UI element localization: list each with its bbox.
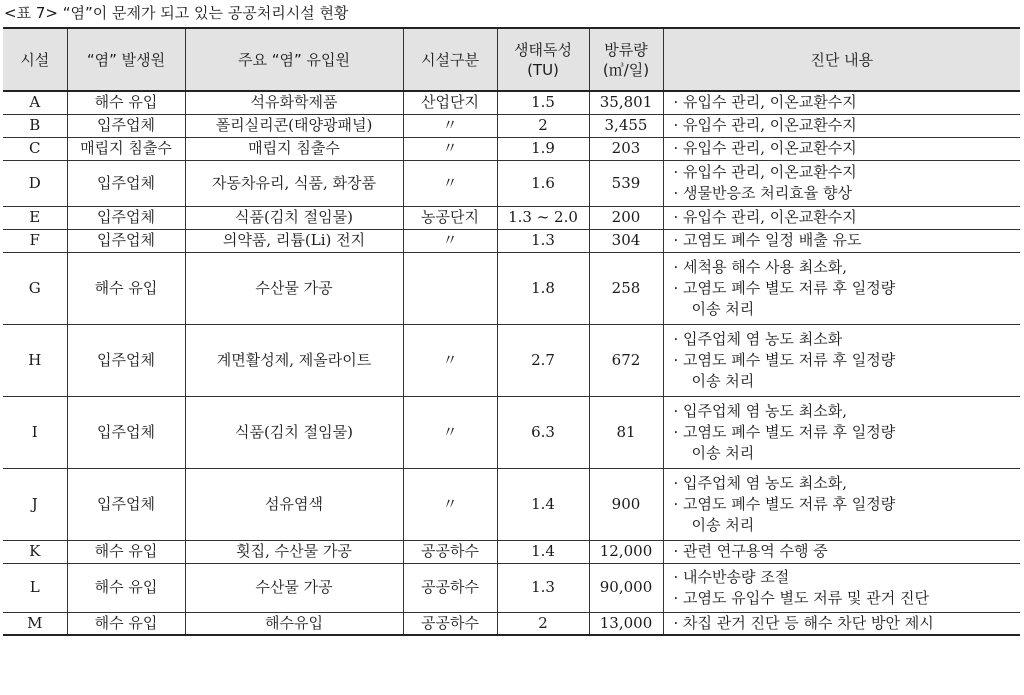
cell-facility: C — [3, 137, 67, 160]
table-row — [3, 91, 1020, 114]
table-row — [3, 252, 1020, 324]
cell-toxicity: 2 — [497, 612, 589, 635]
cell-inflow: 매립지 침출수 — [185, 137, 403, 160]
diagnosis-line: · 차집 관거 진단 등 해수 차단 방안 제시 — [673, 613, 934, 632]
cell-diagnosis — [663, 612, 1020, 635]
table-row — [3, 468, 1020, 540]
cell-facility: G — [3, 252, 67, 324]
cell-category: 산업단지 — [403, 91, 497, 114]
cell-facility: J — [3, 468, 67, 540]
table-row — [3, 612, 1020, 635]
diagnosis-line: · 입주업체 염 농도 최소화 — [673, 329, 843, 348]
cell-toxicity: 1.4 — [497, 540, 589, 563]
cell-inflow: 폴리실리콘(태양광패널) — [185, 114, 403, 137]
cell-inflow: 의약품, 리튬(Li) 전지 — [185, 229, 403, 252]
cell-category: 〃 — [403, 324, 497, 396]
cell-inflow: 수산물 가공 — [185, 252, 403, 324]
cell-source: 입주업체 — [67, 160, 185, 206]
header-discharge — [589, 28, 663, 91]
table-row — [3, 206, 1020, 229]
cell-inflow: 섬유염색 — [185, 468, 403, 540]
cell-discharge: 258 — [589, 252, 663, 324]
diagnosis-line: · 세척용 해수 사용 최소화, — [673, 257, 848, 276]
cell-discharge: 90,000 — [589, 563, 663, 612]
cell-source: 해수 유입 — [67, 252, 185, 324]
cell-facility: M — [3, 612, 67, 635]
diagnosis-line: · 고염도 폐수 별도 저류 후 일정량 — [673, 494, 896, 513]
cell-toxicity: 1.8 — [497, 252, 589, 324]
diagnosis-line: 이송 처리 — [691, 515, 755, 534]
cell-diagnosis — [663, 206, 1020, 229]
cell-diagnosis — [663, 137, 1020, 160]
cell-diagnosis — [663, 229, 1020, 252]
cell-source: 해수 유입 — [67, 540, 185, 563]
diagnosis-line: · 고염도 유입수 별도 저류 및 관거 진단 — [673, 588, 929, 607]
cell-toxicity: 6.3 — [497, 396, 589, 468]
cell-inflow: 해수유입 — [185, 612, 403, 635]
cell-category: 공공하수 — [403, 540, 497, 563]
cell-source: 입주업체 — [67, 114, 185, 137]
cell-facility: K — [3, 540, 67, 563]
header-row — [3, 28, 1020, 91]
cell-source: 입주업체 — [67, 229, 185, 252]
table-row — [3, 540, 1020, 563]
diagnosis-line: · 생물반응조 처리효율 향상 — [673, 184, 852, 202]
cell-diagnosis — [663, 540, 1020, 563]
cell-discharge: 900 — [589, 468, 663, 540]
cell-category: 〃 — [403, 229, 497, 252]
cell-toxicity: 1.6 — [497, 160, 589, 206]
facility-table — [3, 27, 1020, 636]
cell-toxicity: 1.9 — [497, 137, 589, 160]
cell-discharge: 12,000 — [589, 540, 663, 563]
cell-discharge: 203 — [589, 137, 663, 160]
cell-toxicity: 1.3 ~ 2.0 — [497, 206, 589, 229]
table-body — [3, 91, 1020, 635]
cell-category: 〃 — [403, 396, 497, 468]
diagnosis-line: 이송 처리 — [691, 299, 755, 318]
cell-facility: I — [3, 396, 67, 468]
cell-diagnosis — [663, 252, 1020, 324]
cell-toxicity: 1.4 — [497, 468, 589, 540]
cell-inflow: 식품(김치 절임물) — [185, 396, 403, 468]
diagnosis-line: · 유입수 관리, 이온교환수지 — [673, 93, 857, 112]
cell-facility: L — [3, 563, 67, 612]
cell-discharge: 672 — [589, 324, 663, 396]
cell-category: 〃 — [403, 468, 497, 540]
cell-discharge: 35,801 — [589, 91, 663, 114]
cell-diagnosis — [663, 160, 1020, 206]
header-source: “염” 발생원 — [67, 28, 185, 91]
cell-discharge: 304 — [589, 229, 663, 252]
table-row — [3, 324, 1020, 396]
cell-diagnosis — [663, 114, 1020, 137]
cell-facility: B — [3, 114, 67, 137]
diagnosis-line: · 유입수 관리, 이온교환수지 — [673, 163, 857, 181]
cell-source: 입주업체 — [67, 206, 185, 229]
header-diagnosis: 진단 내용 — [663, 28, 1020, 91]
cell-diagnosis — [663, 563, 1020, 612]
cell-category — [403, 252, 497, 324]
cell-discharge: 13,000 — [589, 612, 663, 635]
diagnosis-line: · 고염도 폐수 별도 저류 후 일정량 — [673, 350, 896, 369]
cell-inflow: 수산물 가공 — [185, 563, 403, 612]
cell-inflow: 횟집, 수산물 가공 — [185, 540, 403, 563]
table-caption: <표 7> “염”이 문제가 되고 있는 공공처리시설 현황 — [4, 4, 349, 22]
cell-facility: H — [3, 324, 67, 396]
cell-category: 〃 — [403, 137, 497, 160]
diagnosis-line: 이송 처리 — [691, 371, 755, 390]
diagnosis-line: · 내수반송량 조절 — [673, 567, 790, 586]
table-row — [3, 160, 1020, 206]
cell-category: 공공하수 — [403, 612, 497, 635]
cell-facility: F — [3, 229, 67, 252]
diagnosis-line: · 고염도 폐수 별도 저류 후 일정량 — [673, 422, 896, 441]
header-discharge-line1: 방류량 — [604, 40, 648, 59]
cell-discharge: 200 — [589, 206, 663, 229]
cell-inflow: 식품(김치 절임물) — [185, 206, 403, 229]
cell-category: 〃 — [403, 160, 497, 206]
cell-discharge: 81 — [589, 396, 663, 468]
diagnosis-line: · 관련 연구용역 수행 중 — [673, 542, 828, 560]
cell-category: 농공단지 — [403, 206, 497, 229]
cell-toxicity: 1.5 — [497, 91, 589, 114]
diagnosis-line: 이송 처리 — [691, 443, 755, 462]
cell-facility: A — [3, 91, 67, 114]
diagnosis-line: · 유입수 관리, 이온교환수지 — [673, 208, 857, 226]
table-row — [3, 114, 1020, 137]
cell-diagnosis — [663, 468, 1020, 540]
diagnosis-line: · 입주업체 염 농도 최소화, — [673, 473, 848, 492]
cell-inflow: 석유화학제품 — [185, 91, 403, 114]
header-category: 시설구분 — [403, 28, 497, 91]
cell-source: 해수 유입 — [67, 563, 185, 612]
cell-facility: E — [3, 206, 67, 229]
header-toxicity — [497, 28, 589, 91]
header-facility: 시설 — [3, 28, 67, 91]
cell-source: 매립지 침출수 — [67, 137, 185, 160]
diagnosis-line: · 입주업체 염 농도 최소화, — [673, 401, 848, 420]
cell-toxicity: 2.7 — [497, 324, 589, 396]
cell-diagnosis — [663, 91, 1020, 114]
cell-source: 해수 유입 — [67, 612, 185, 635]
cell-discharge: 539 — [589, 160, 663, 206]
diagnosis-line: · 유입수 관리, 이온교환수지 — [673, 139, 857, 157]
header-inflow: 주요 “염” 유입원 — [185, 28, 403, 91]
diagnosis-line: · 유입수 관리, 이온교환수지 — [673, 116, 857, 134]
cell-category: 공공하수 — [403, 563, 497, 612]
cell-source: 입주업체 — [67, 396, 185, 468]
cell-inflow: 자동차유리, 식품, 화장품 — [185, 160, 403, 206]
table-row — [3, 396, 1020, 468]
cell-toxicity: 2 — [497, 114, 589, 137]
diagnosis-line: · 고염도 폐수 별도 저류 후 일정량 — [673, 278, 896, 297]
cell-diagnosis — [663, 396, 1020, 468]
header-toxicity-line2: (TU) — [527, 60, 559, 79]
cell-discharge: 3,455 — [589, 114, 663, 137]
header-discharge-line2: (㎥/일) — [602, 60, 650, 79]
cell-source: 해수 유입 — [67, 91, 185, 114]
cell-source: 입주업체 — [67, 468, 185, 540]
header-toxicity-line1: 생태독성 — [514, 40, 572, 59]
table-row — [3, 563, 1020, 612]
cell-toxicity: 1.3 — [497, 563, 589, 612]
diagnosis-line: · 고염도 폐수 일정 배출 유도 — [673, 231, 862, 249]
cell-source: 입주업체 — [67, 324, 185, 396]
cell-category: 〃 — [403, 114, 497, 137]
table-row — [3, 137, 1020, 160]
cell-toxicity: 1.3 — [497, 229, 589, 252]
cell-inflow: 계면활성제, 제올라이트 — [185, 324, 403, 396]
cell-diagnosis — [663, 324, 1020, 396]
cell-facility: D — [3, 160, 67, 206]
table-row — [3, 229, 1020, 252]
